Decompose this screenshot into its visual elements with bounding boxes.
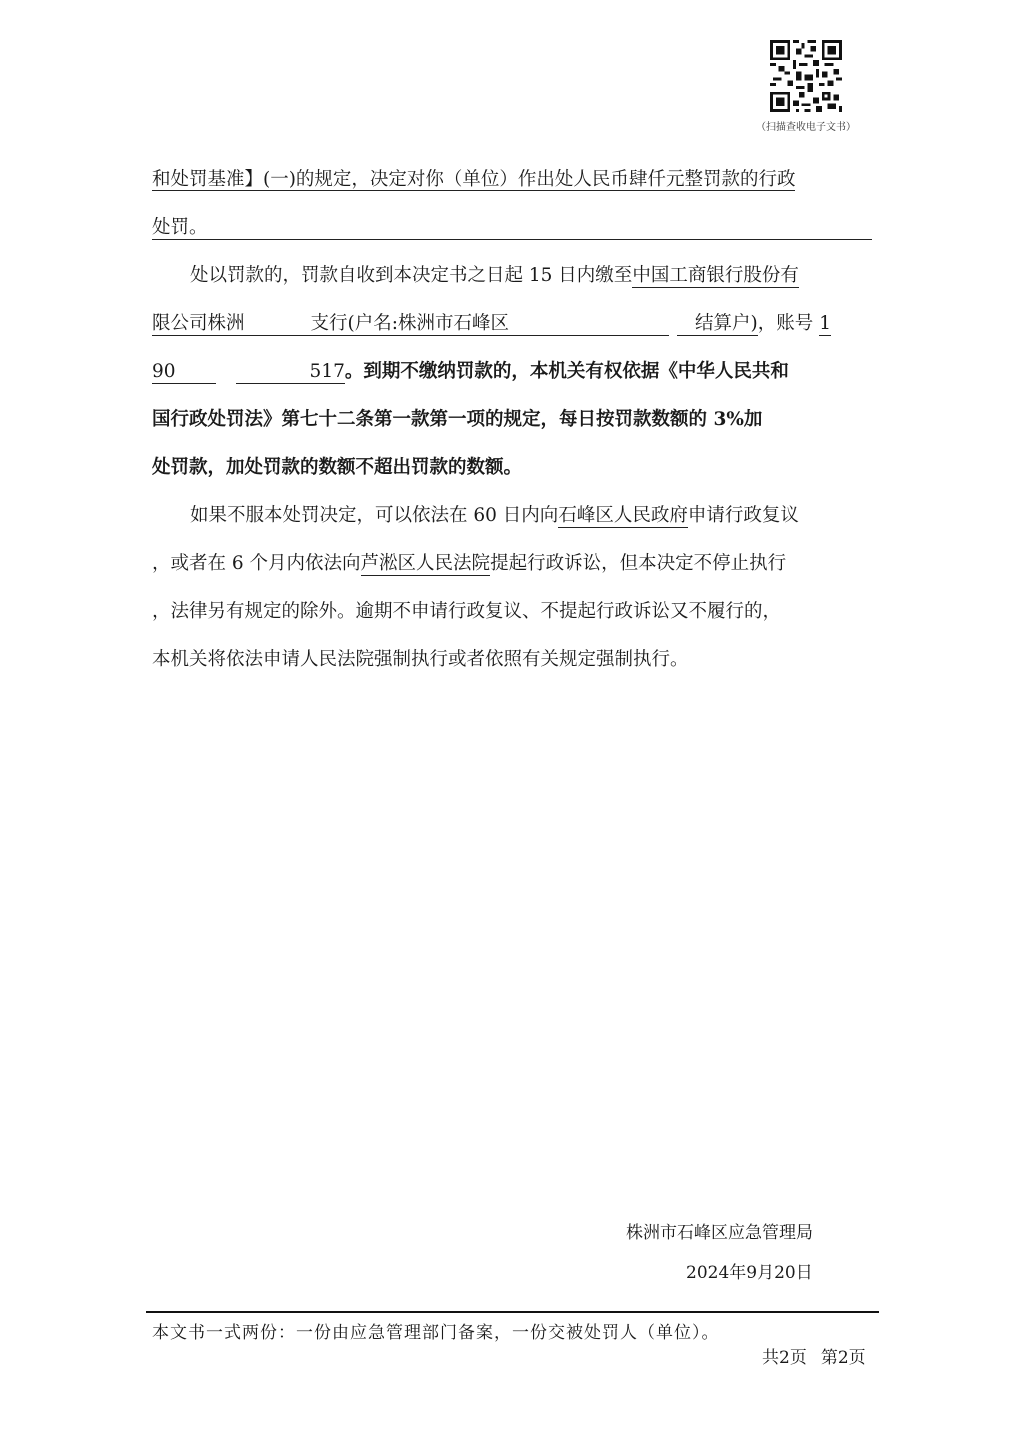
account-number-label: ，账号 [757,313,814,334]
late-payment-warning: 。到期不缴纳罚款的，本机关有权依据《中华人民共和 [344,361,789,382]
litigation-text-cont: 提起行政诉讼，但本决定不停止执行 [490,553,787,574]
paragraph-2-line-2 [152,300,872,348]
page-number [762,1343,866,1368]
issuing-authority: 株洲市石峰区应急管理局 [626,1223,813,1243]
penalty-decision-end: 处罚。 [152,217,208,238]
account-number-start: 1 [819,313,831,334]
paragraph-3-line-3: ，法律另有规定的除外。逾期不申请行政复议、不提起行政诉讼又不履行的， [152,601,782,622]
issue-date: 2024年9月20日 [686,1263,813,1283]
account-type: 结算户) [677,313,758,336]
court-name: 芦淞区人民法院 [360,553,491,574]
bank-name-part-2: 限公司株洲 支行(户名:株洲市石峰区 [152,313,669,336]
penalty-decision-text: 和处罚基准】(一)的规定，决定对你（单位）作出处人民币肆仟元整罚款的行政 [152,169,796,190]
account-number-middle: 90 [152,361,216,384]
account-number-end: 517 [236,361,345,384]
paragraph-3-line-1 [152,492,872,540]
appeal-text: 如果不服本处罚决定，可以依法在 60 日内向 [190,505,559,526]
paragraph-2-line-1 [152,252,872,300]
qr-code-block [748,40,864,133]
bank-name-part-1: 中国工商银行股份有 [632,265,799,286]
qr-code-image[interactable] [770,40,842,112]
paragraph-1-line-2 [152,204,872,240]
current-page: 第2页 [820,1348,866,1368]
paragraph-2-line-5: 处罚款，加处罚款的数额不超出罚款的数额。 [152,457,523,478]
paragraph-2-line-4: 国行政处罚法》第七十二条第一款第一项的规定，每日按罚款数额的 3%加 [152,409,763,430]
review-authority: 石峰区人民政府 [558,505,688,526]
paragraph-3-line-2 [152,540,872,588]
payment-instruction: 处以罚款的，罚款自收到本决定书之日起 15 日内缴至 [190,265,633,286]
footer-divider [146,1311,879,1313]
paragraph-1-line-1 [152,156,872,204]
total-pages: 共2页 [762,1348,807,1368]
paragraph-3-line-4: 本机关将依法申请人民法院强制执行或者依照有关规定强制执行。 [152,649,689,670]
qr-caption: （扫描查收电子文书） [756,122,856,133]
litigation-text: ，或者在 6 个月内依法向 [152,553,361,574]
footer-note: 本文书一式两份：一份由应急管理部门备案，一份交被处罚人（单位）。 [152,1323,720,1343]
paragraph-2-line-3 [152,348,872,396]
appeal-text-cont: 申请行政复议 [687,505,799,526]
